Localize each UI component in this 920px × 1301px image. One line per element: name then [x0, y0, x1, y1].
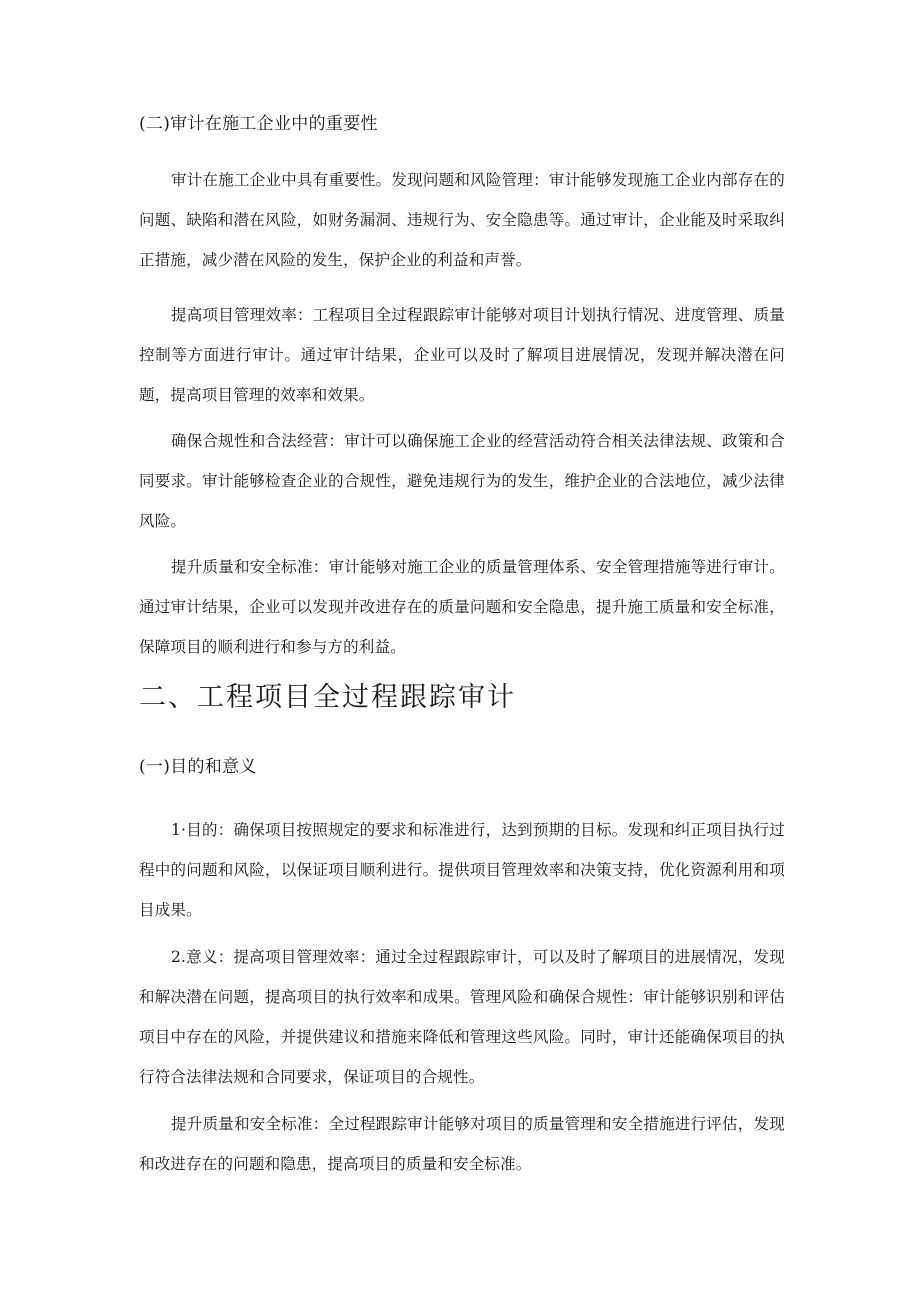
paragraph-compliance: 确保合规性和合法经营：审计可以确保施工企业的经营活动符合相关法律法规、政策和合同要求。审计能够检查企业的合规性，避免违规行为的发生，维护企业的合法地位，减少法律风险。 [139, 432, 785, 530]
section-subheading-importance: (二)审计在施工企业中的重要性 [139, 114, 378, 134]
section-subheading-purpose: (一)目的和意义 [139, 757, 257, 777]
paragraph-project-efficiency: 提高项目管理效率：工程项目全过程跟踪审计能够对项目计划执行情况、进度管理、质量控制等方面进行审计。通过审计结果，企业可以及时了解项目进展情况，发现并解决潜在问题，提高项目管理的效率和效果。 [139, 306, 785, 404]
paragraph-purpose: 1·目的：确保项目按照规定的要求和标准进行，达到预期的目标。发现和纠正项目执行过程中的问题和风险，以保证项目顺利进行。提供项目管理效率和决策支持，优化资源利用和项目成果。 [139, 821, 785, 919]
paragraph-importance-intro: 审计在施工企业中具有重要性。发现问题和风险管理：审计能够发现施工企业内部存在的问题、缺陷和潜在风险，如财务漏洞、违规行为、安全隐患等。通过审计，企业能及时采取纠正措施，减少潜在风险的发生，保护企业的利益和声誉。 [139, 171, 785, 269]
paragraph-quality-safety: 提升质量和安全标准：审计能够对施工企业的质量管理体系、安全管理措施等进行审计。通过审计结果，企业可以发现并改进存在的质量问题和安全隐患，提升施工质量和安全标准，保障项目的顺利进行和参与方的利益。 [139, 558, 785, 656]
section-heading-full-process-audit: 二、工程项目全过程跟踪审计 [139, 682, 516, 713]
paragraph-significance: 2.意义：提高项目管理效率：通过全过程跟踪审计，可以及时了解项目的进展情况，发现和解决潜在问题，提高项目的执行效率和成果。管理风险和确保合规性：审计能够识别和评估项目中存在的风险，并提供建议和措施来降低和管理这些风险。同时，审计还能确保项目的执行符合法律法规和合同要求，保证项目的合规性。 [139, 948, 785, 1086]
paragraph-quality-safety-standards: 提升质量和安全标准：全过程跟踪审计能够对项目的质量管理和安全措施进行评估，发现和改进存在的问题和隐患，提高项目的质量和安全标准。 [139, 1115, 785, 1173]
